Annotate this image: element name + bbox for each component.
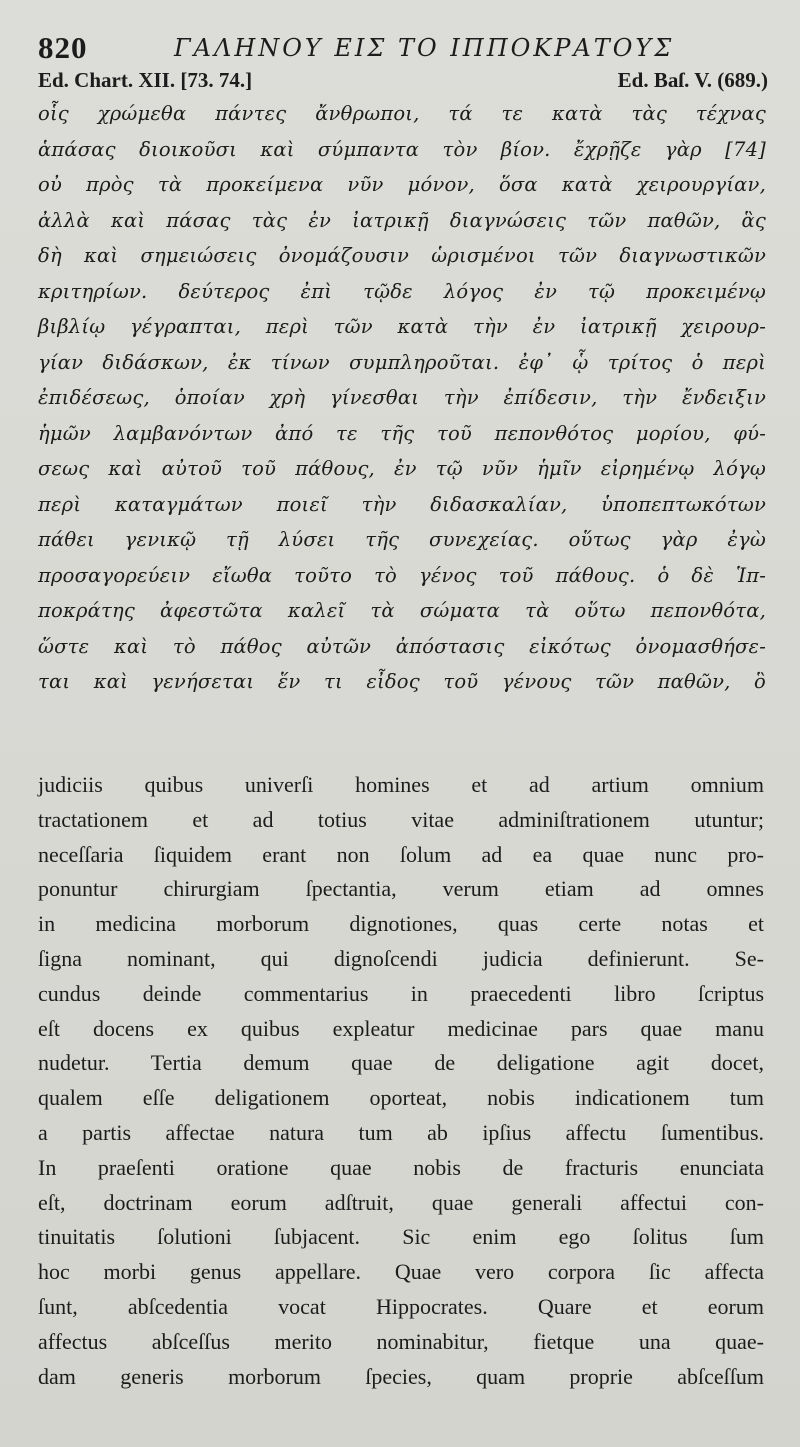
- edition-reference-line: [38, 68, 768, 96]
- greek-text-line: γίαν διδάσκων, ἐκ τίνων συμπληροῦται. ἐφ᾽ ᾧ τρίτος ὁ περὶ: [38, 350, 766, 374]
- greek-text-line: ὥστε καὶ τὸ πάθος αὐτῶν ἀπόστασις εἰκότως ὀνομασθήσε-: [38, 634, 766, 658]
- page-number: 820: [38, 30, 88, 65]
- latin-text-line: judiciis quibus univerſi homines et ad artium omnium: [38, 772, 764, 797]
- page-header: [38, 30, 768, 70]
- greek-text-line: κριτηρίων. δεύτερος ἐπὶ τῷδε λόγος ἐν τῷ προκειμένῳ: [38, 279, 766, 303]
- greek-text-line: ἡμῶν λαμβανόντων ἀπό τε τῆς τοῦ πεπονθότος μορίου, φύ-: [38, 421, 766, 445]
- greek-text-line: οὐ πρὸς τὰ προκείμενα νῦν μόνον, ὅσα κατὰ χειρουργίαν,: [38, 173, 766, 196]
- latin-text-line: cundus deinde commentarius in praecedenti libro ſcriptus: [38, 980, 764, 1006]
- greek-text-line: περὶ καταγμάτων ποιεῖ τὴν διδασκαλίαν, ὑποπεπτωκότων: [38, 492, 766, 516]
- greek-text-line: πάθει γενικῷ τῇ λύσει τῆς συνεχείας. οὕτως γὰρ ἐγὼ: [38, 528, 766, 551]
- latin-text-line: ſunt, abſcedentia vocat Hippocrates. Quare et eorum: [38, 1293, 764, 1319]
- greek-text-line: προσαγορεύειν εἴωθα τοῦτο τὸ γένος τοῦ πάθους. ὁ δὲ Ἱπ-: [38, 563, 766, 587]
- latin-text-line: In praeſenti oratione quae nobis de fracturis enunciata: [38, 1154, 764, 1180]
- greek-text-line: οἷς χρώμεθα πάντες ἄνθρωποι, τά τε κατὰ τὰς τέχνας: [38, 102, 766, 125]
- greek-text-line: δὴ καὶ σημειώσεις ὀνομάζουσιν ὡρισμένοι τῶν διαγνωστικῶν: [38, 244, 766, 267]
- greek-text-block: [38, 96, 766, 700]
- greek-text-line: ται καὶ γενήσεται ἕν τι εἶδος τοῦ γένους τῶν παθῶν, ὃ: [38, 670, 766, 693]
- latin-text-line: hoc morbi genus appellare. Quae vero corpora ſic affecta: [38, 1259, 764, 1285]
- greek-text-line: ἀλλὰ καὶ πάσας τὰς ἐν ἰατρικῇ διαγνώσεις τῶν παθῶν, ἃς: [38, 208, 766, 232]
- edition-chartier-reference: Ed. Chart. XII. [73. 74.]: [38, 68, 253, 92]
- latin-text-line: eſt docens ex quibus expleatur medicinae pars quae manu: [38, 1015, 764, 1041]
- greek-text-line: βιβλίῳ γέγραπται, περὶ τῶν κατὰ τὴν ἐν ἰατρικῇ χειρουρ-: [38, 315, 766, 338]
- latin-text-line: nudetur. Tertia demum quae de deligatione agit docet,: [38, 1050, 764, 1076]
- running-title: ΓΑΛΗΝΟΥ ΕΙΣ ΤΟ ΙΠΠΟΚΡΑΤΟΥΣ: [174, 34, 675, 62]
- latin-text-line: a partis affectae natura tum ab ipſius affectu ſumentibus.: [38, 1119, 764, 1145]
- latin-text-line: tractationem et ad totius vitae adminiſtrationem utuntur;: [38, 806, 764, 832]
- latin-translation-block: [38, 768, 764, 1394]
- latin-text-line: ſigna nominant, qui dignoſcendi judicia definierunt. Se-: [38, 945, 764, 971]
- greek-text-line: ἐπιδέσεως, ὁποίαν χρὴ γίνεσθαι τὴν ἐπίδεσιν, τὴν ἔνδειξιν: [38, 386, 766, 409]
- latin-text-line: eſt, doctrinam eorum adſtruit, quae generali affectui con-: [38, 1189, 764, 1215]
- latin-text-line: ponuntur chirurgiam ſpectantia, verum etiam ad omnes: [38, 876, 764, 902]
- greek-text-line: σεως καὶ αὐτοῦ τοῦ πάθους, ἐν τῷ νῦν ἡμῖν εἰρημένῳ λόγῳ: [38, 457, 766, 480]
- latin-text-line: tinuitatis ſolutioni ſubjacent. Sic enim ego ſolitus ſum: [38, 1224, 764, 1250]
- latin-text-line: neceſſaria ſiquidem erant non ſolum ad ea quae nunc pro-: [38, 841, 764, 867]
- latin-text-line: dam generis morborum ſpecies, quam proprie abſceſſum: [38, 1363, 764, 1389]
- edition-basel-reference: Ed. Baſ. V. (689.): [617, 68, 768, 92]
- latin-text-line: affectus abſceſſus merito nominabitur, fietque una quae-: [38, 1328, 764, 1354]
- latin-text-line: qualem eſſe deligationem oporteat, nobis indicationem tum: [38, 1085, 764, 1111]
- latin-text-line: in medicina morborum dignotiones, quas certe notas et: [38, 911, 764, 937]
- greek-text-line: ποκράτης ἀφεστῶτα καλεῖ τὰ σώματα τὰ οὕτω πεπονθότα,: [38, 599, 766, 622]
- greek-text-line: ἁπάσας διοικοῦσι καὶ σύμπαντα τὸν βίον. ἔχρῇζε γὰρ [74]: [38, 137, 766, 161]
